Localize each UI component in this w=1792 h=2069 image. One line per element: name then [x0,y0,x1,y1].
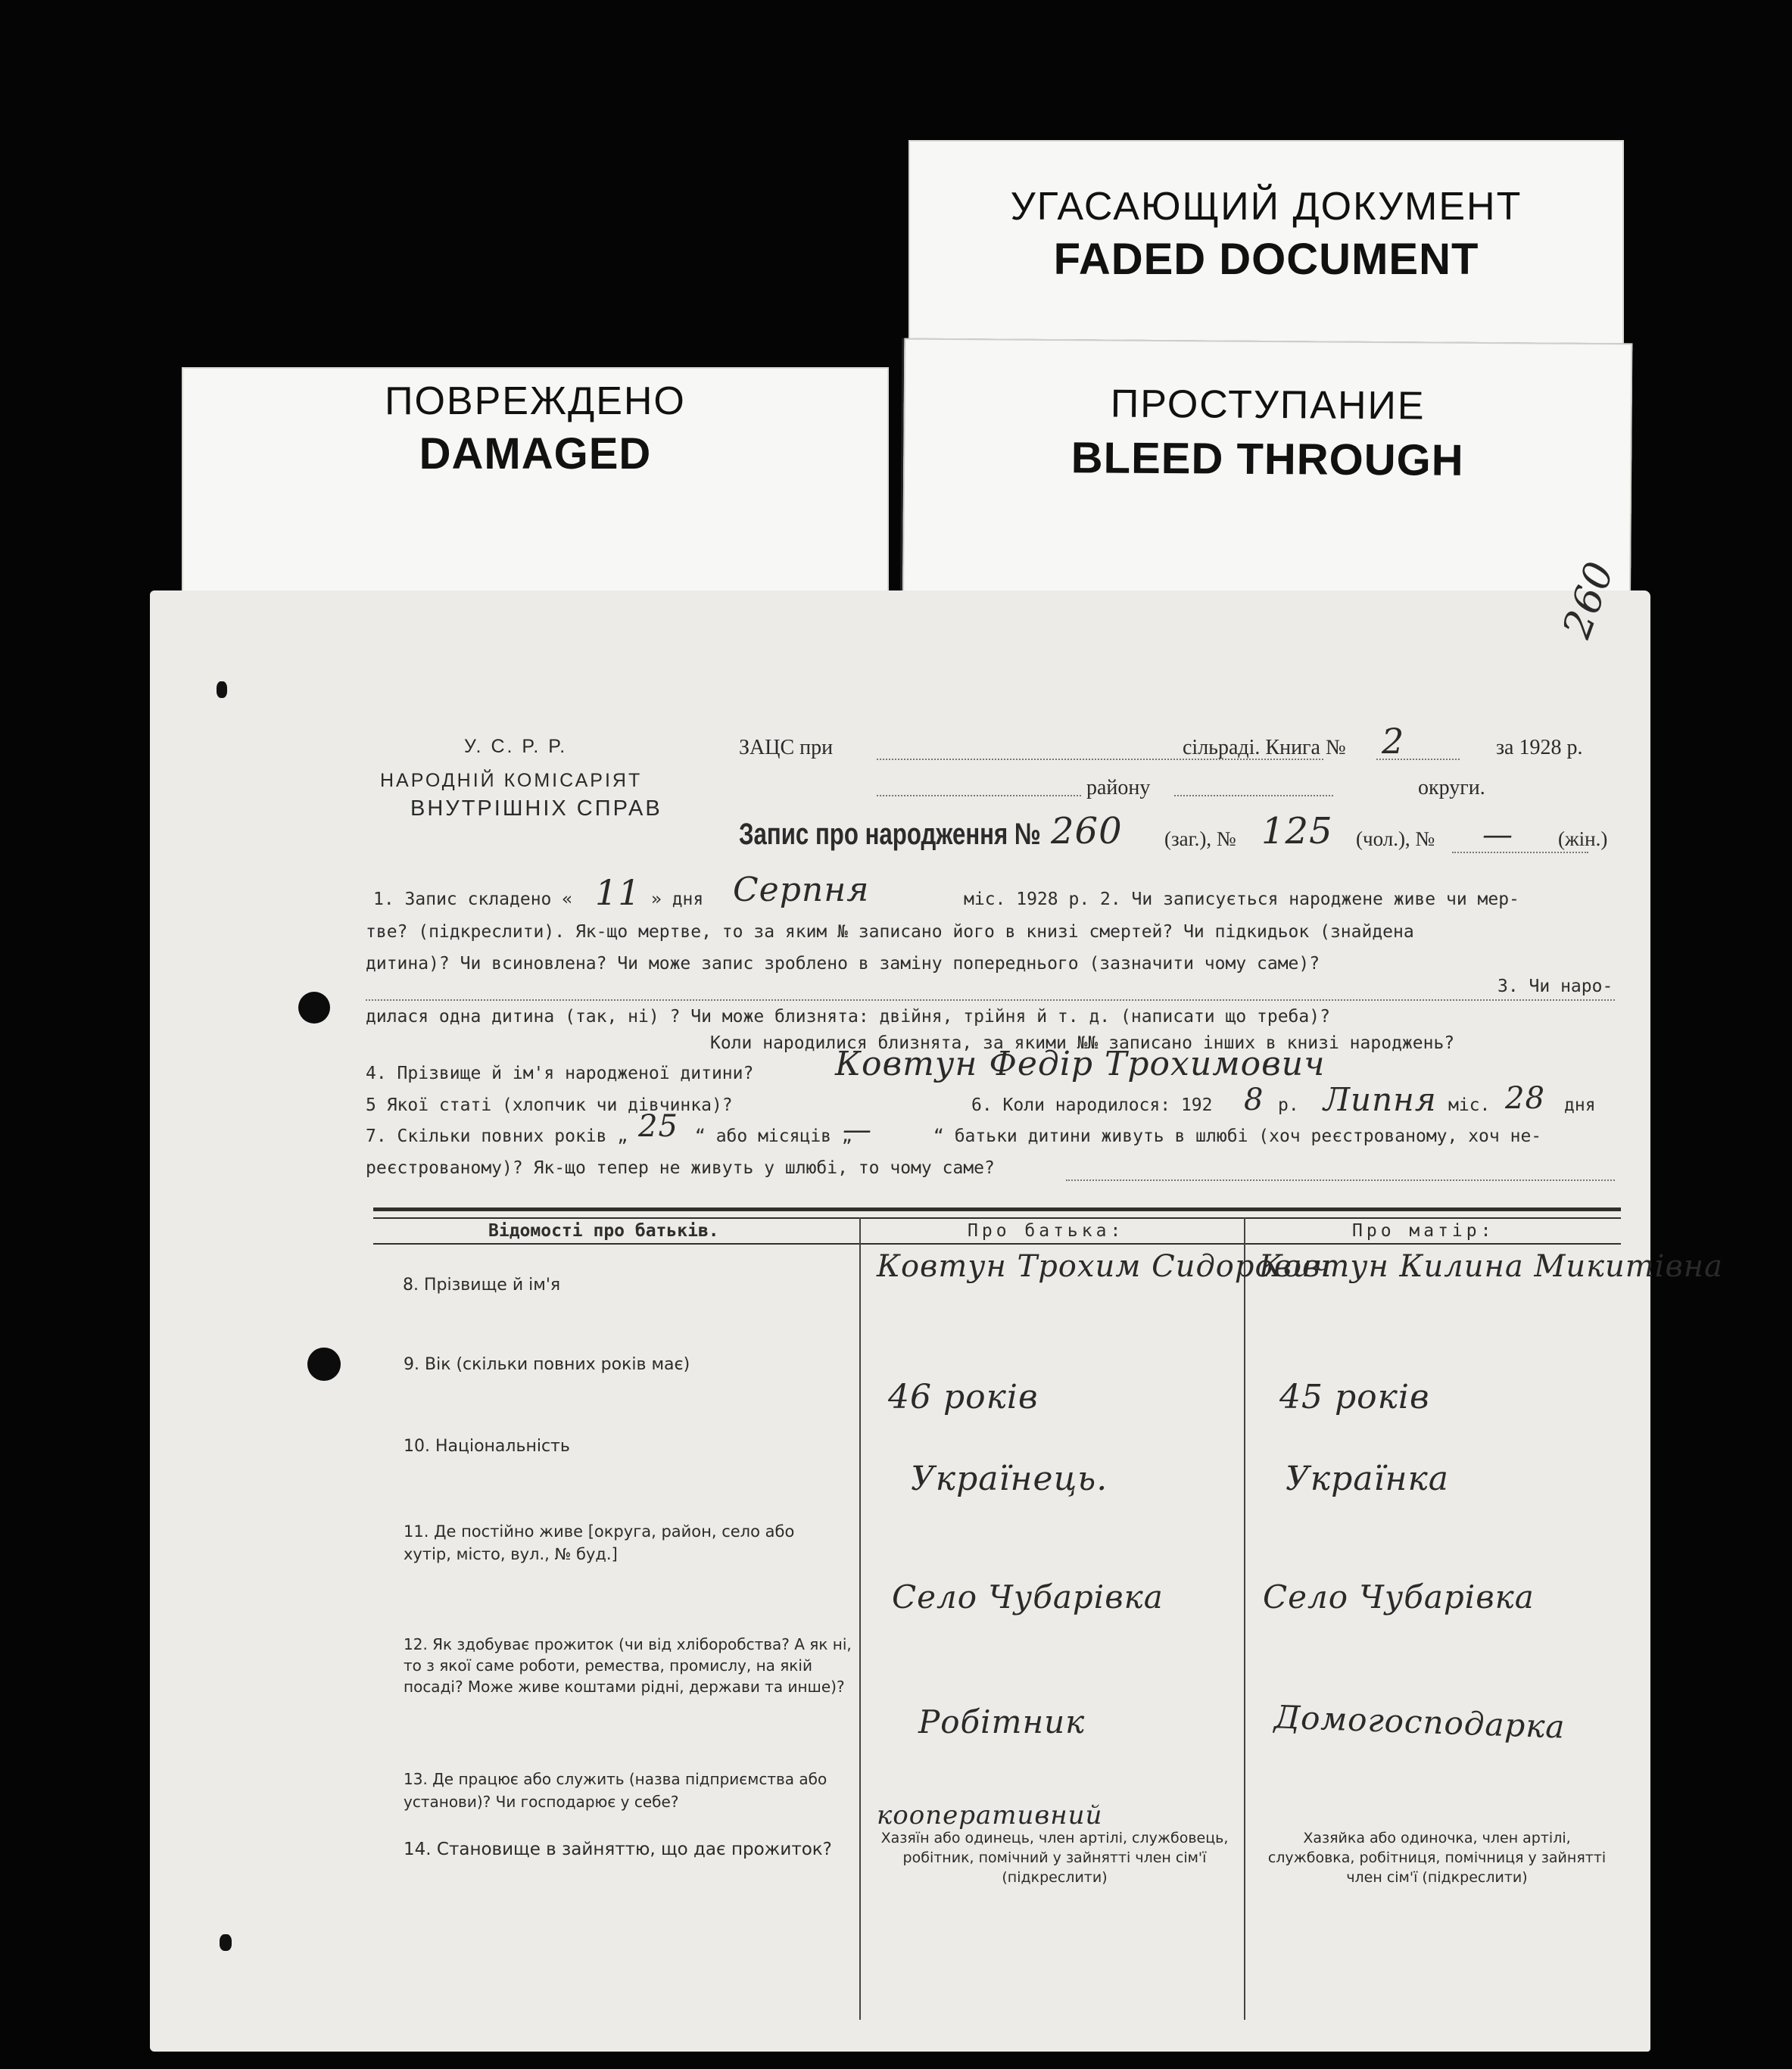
father-nationality: Українець. [911,1460,1108,1498]
q3-line: дилася одна дитина (так, ні) ? Чи може близнята: двійня, трійня й т. д. (написати що треба)? [366,1007,1330,1027]
record-month: Серпня [733,871,870,909]
row-14-label: 14. Становище в зайняттю, що дає прожиток? [404,1840,832,1859]
father-employment-status: Хазяїн або одинець, член артілі, службовець, робітник, помічний у зайнятті член сім'ї (підкреслити) [880,1830,1229,1886]
birth-year-digit: 8 [1244,1083,1264,1117]
row-11-label: 11. Де постійно живе [округа, район, село або хутір, місто, вул., № буд.] [404,1522,795,1563]
birth-record-sheet [150,555,1723,2052]
q1-b: » дня [651,890,704,909]
mother-name: Ковтун Килина Микитівна [1259,1249,1723,1284]
row-9-label: 9. Вік (скільки повних років має) [404,1355,690,1374]
punch-hole-2 [307,1348,341,1381]
commissariat-line-1: НАРОДНІЙ КОМІСАРІЯТ [380,770,643,791]
q5-label: 5 Якої статі (хлопчик чи дівчинка)? [366,1095,733,1115]
q3-start: 3. Чи наро- [1497,977,1613,996]
record-chol-label: (чол.), № [1356,827,1435,850]
row-13-label: 13. Де працює або служить (назва підприємства або установи)? Чи господарює у себе? [404,1770,827,1811]
row-10-label: 10. Національність [404,1437,570,1456]
col-mother: Про матір: [1352,1221,1495,1241]
father-name: Ковтун Трохим Сидорович [877,1249,1332,1284]
record-title: Запис про народження № [739,818,1041,851]
q4-label: 4. Прізвище й ім'я народженої дитини? [366,1064,754,1083]
okrugy-label: округи. [1418,776,1485,799]
birth-day: 28 [1505,1081,1545,1116]
punch-hole-1 [298,992,330,1024]
bleed-label-ru: ПРОСТУПАНИЕ [1110,382,1426,428]
punch-mark-top [217,681,227,698]
zags-label: ЗАЦС при [739,736,834,759]
record-number-male: 125 [1261,810,1333,852]
mother-nationality: Українка [1286,1460,1450,1498]
corner-record-number: 260 [1554,555,1624,644]
record-number-total: 260 [1051,810,1123,852]
ussr-heading: У. С. Р. Р. [464,736,568,757]
punch-mark-bottom [220,1934,232,1951]
faded-label-ru: УГАСАЮЩИЙ ДОКУМЕНТ [1010,185,1522,229]
q6-dnia: дня [1564,1095,1596,1115]
record-day: 11 [595,872,641,913]
bleed-label-en: BLEED THROUGH [1071,433,1464,485]
book-year: за 1928 р. [1496,736,1583,759]
mother-age: 45 років [1279,1378,1430,1416]
book-number: 2 [1382,721,1405,762]
record-number-female: — [1482,818,1513,852]
q6-r: р. [1278,1095,1299,1115]
q7-end: “ батьки дитини живуть в шлюбі (хоч реєстрованому, хоч не- [933,1126,1542,1146]
record-zhin-label: (жін.) [1558,827,1608,850]
q1-c: міс. 1928 р. 2. Чи записується народжене живе чи мер- [964,890,1519,909]
child-name: Ковтун Федір Трохимович [835,1045,1326,1083]
damaged-label-en: DAMAGED [419,429,652,478]
faded-document-label [908,140,1624,367]
father-age: 46 років [888,1378,1039,1416]
col-parents-info: Відомості про батьків. [488,1221,719,1241]
father-residence: Село Чубарівка [892,1578,1164,1616]
silradi-label: сільраді. Книга № [1183,736,1346,759]
months-married: — [843,1113,872,1146]
row-12-label: 12. Як здобуває прожиток (чи від хліборобства? А як ні, то з якої саме роботи, ремества, промислу, на якій посаді? Може живе коштами рідні, держави та инше)? [404,1635,852,1696]
col-father: Про батька: [968,1221,1125,1241]
commissariat-line-2: ВНУТРІШНІХ СПРАВ [410,796,662,821]
faded-label-en: FADED DOCUMENT [1053,235,1479,284]
mother-residence: Село Чубарівка [1263,1578,1535,1616]
q2-line-2: дитина)? Чи всиновлена? Чи може запис зроблено в заміну попереднього (зазначити чому саме)? [366,954,1320,974]
row-8-label: 8. Прізвище й ім'я [403,1276,561,1295]
damaged-label-ru: ПОВРЕЖДЕНО [385,379,686,423]
raionu-label: району [1086,776,1151,799]
mother-occupation: Домогосподарка [1273,1698,1566,1746]
q6-label: 6. Коли народилося: 192 [971,1095,1213,1115]
q7-label: 7. Скільки повних років „ [366,1126,628,1146]
father-workplace: кооперативний [877,1800,1103,1831]
q6-mis: міс. [1448,1095,1491,1115]
mother-employment-status: Хазяйка або одиночка, член артілі, службовка, робітниця, помічниця у зайнятті член сім'ї (підкреслити) [1267,1830,1607,1886]
q2-line: тве? (підкреслити). Як-що мертве, то за яким № записано його в книзі смертей? Чи підкидьок (знайдена [366,922,1414,942]
father-occupation: Робітник [918,1703,1086,1740]
twins-line: Коли народилися близнята, за якими №№ записано інших в книзі народжень? [710,1033,1455,1053]
q1-a: 1. Запис складено « [373,890,573,909]
q7-line-2: реєстрованому)? Як-що тепер не живуть у шлюбі, то чому саме? [366,1158,995,1178]
q7-mid: “ або місяців „ [695,1126,852,1146]
birth-month: Липня [1323,1081,1437,1118]
record-zag-label: (заг.), № [1164,827,1236,850]
years-married: 25 [638,1109,678,1144]
